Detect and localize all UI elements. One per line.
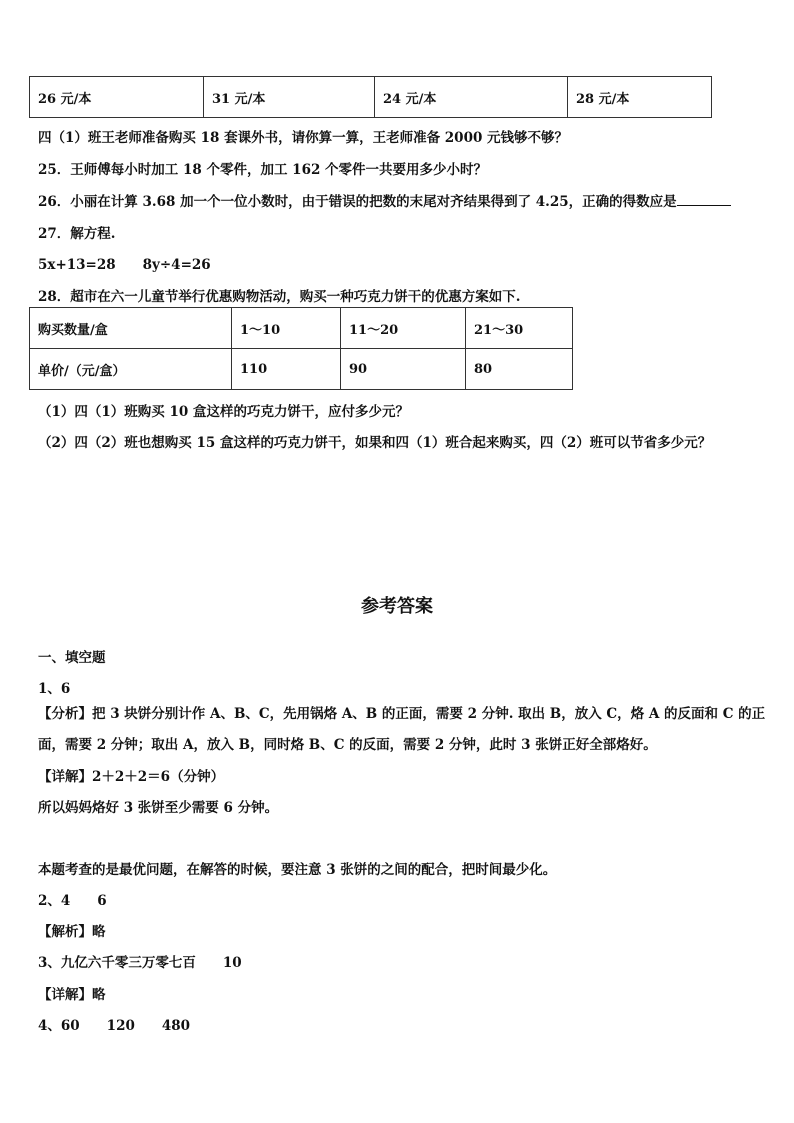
answer-1-number: 1、6 — [38, 681, 71, 697]
table-cell: 110 — [232, 349, 341, 390]
price-cell: 26 元/本 — [30, 77, 204, 118]
table-header-cell: 21～30 — [466, 308, 573, 349]
table-cell: 90 — [341, 349, 466, 390]
question-26 — [38, 190, 731, 210]
answer-1-conclusion: 所以妈妈烙好 3 张饼至少需要 6 分钟。 — [38, 800, 279, 816]
price-cell: 28 元/本 — [568, 77, 712, 118]
answer-2-number: 2、4 6 — [38, 893, 107, 909]
question-28-sub1: （1）四（1）班购买 10 盒这样的巧克力饼干，应付多少元？ — [38, 404, 409, 420]
table-cell: 80 — [466, 349, 573, 390]
table-header-cell: 购买数量/盒 — [30, 308, 232, 349]
answer-blank — [677, 193, 731, 206]
answer-1-note: 本题考查的是最优问题，在解答的时候，要注意 3 张饼的之间的配合，把时间最少化。 — [38, 862, 557, 878]
answer-1-detail: 【详解】2＋2＋2＝6（分钟） — [38, 769, 225, 785]
answer-1-analysis-line2: 面，需要 2 分钟；取出 A，放入 B，同时烙 B、C 的反面，需要 2 分钟，此时 3 张饼正好全部烙好。 — [38, 737, 657, 753]
question-27-title: 27．解方程. — [38, 226, 116, 242]
question-25-text: 25．王师傅每小时加工 18 个零件，加工 162 个零件一共要用多少小时？ — [38, 162, 488, 178]
price-cell: 31 元/本 — [204, 77, 375, 118]
question-27-equations: 5x+13=28 8y÷4=26 — [38, 257, 211, 273]
answers-title: 参考答案 — [361, 596, 433, 617]
question-28-sub2: （2）四（2）班也想购买 15 盒这样的巧克力饼干，如果和四（1）班合起来购买，四（2）班可以节省多少元？ — [38, 435, 712, 451]
table-header-cell: 1～10 — [232, 308, 341, 349]
answer-4-number: 4、60 120 480 — [38, 1018, 191, 1034]
question-26-text: 26．小丽在计算 3.68 加一个一位小数时，由于错误的把数的末尾对齐结果得到了 4.25，正确的得数应是 — [38, 194, 677, 210]
table-cell: 单价/（元/盒） — [30, 349, 232, 390]
price-cell: 24 元/本 — [375, 77, 568, 118]
answer-3-detail: 【详解】略 — [38, 987, 106, 1003]
answer-2-explain: 【解析】略 — [38, 924, 106, 940]
answer-1-analysis-line1: 【分析】把 3 块饼分别计作 A、B、C，先用锅烙 A、B 的正面，需要 2 分钟. 取出 B，放入 C，烙 A 的反面和 C 的正 — [38, 706, 766, 722]
discount-table — [29, 307, 573, 390]
book-price-table — [29, 76, 712, 118]
answer-3-number: 3、九亿六千零三万零七百 10 — [38, 955, 242, 971]
table-header-cell: 11～20 — [341, 308, 466, 349]
question-24-text: 四（1）班王老师准备购买 18 套课外书，请你算一算，王老师准备 2000 元钱够不够？ — [38, 130, 569, 146]
section-heading: 一、填空题 — [38, 650, 106, 666]
question-28-text: 28．超市在六一儿童节举行优惠购物活动，购买一种巧克力饼干的优惠方案如下. — [38, 289, 521, 305]
